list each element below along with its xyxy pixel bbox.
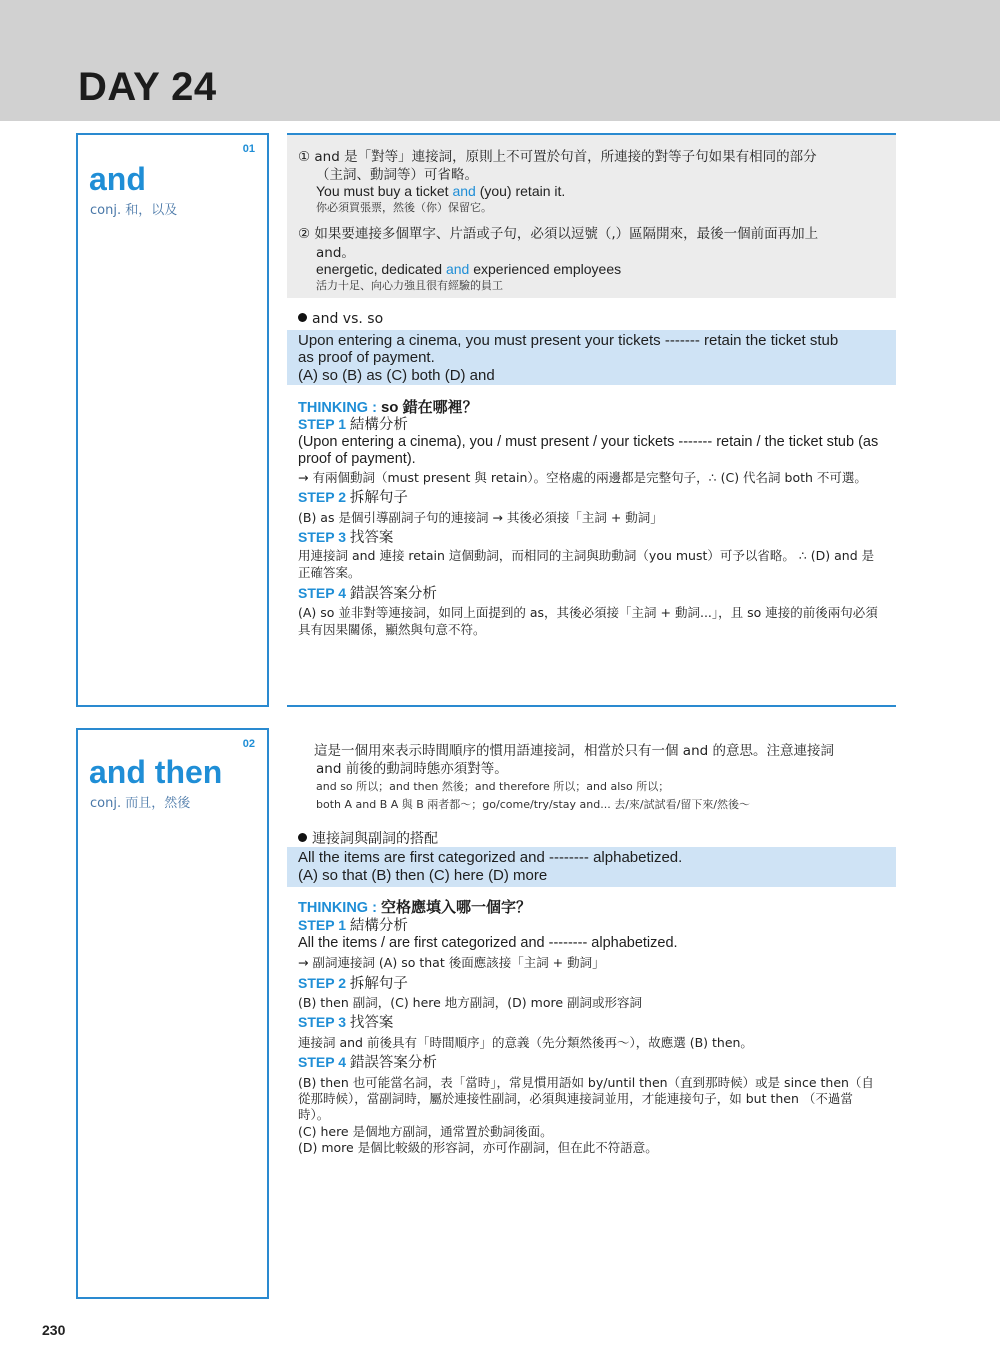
step-body: 時）。 xyxy=(298,1107,330,1122)
step-body: (C) here 是個地方副詞，通常置於動詞後面。 xyxy=(298,1124,553,1139)
page-number: 230 xyxy=(42,1322,66,1338)
step-heading: STEP 3 找答案 xyxy=(298,1014,394,1031)
step-heading: STEP 3 找答案 xyxy=(298,529,394,546)
question-box xyxy=(287,330,896,385)
entry-number: 01 xyxy=(242,143,255,155)
step-body: 從那時候），當副詞時，屬於連接性副詞，必須與連接詞並用，才能連接句子，如 but then （不過當 xyxy=(298,1091,853,1106)
note-line: 這是一個用來表示時間順序的慣用語連接詞，相當於只有一個 and 的意思。注意連接詞 xyxy=(314,743,834,759)
headword: and then xyxy=(89,754,223,790)
word-box-and-then xyxy=(76,728,269,1299)
question-line: All the items are first categorized and -------- alphabetized. xyxy=(298,849,683,866)
question-line: as proof of payment. xyxy=(298,349,435,366)
note-line: and so 所以；and then 然後；and therefore 所以；and also 所以； xyxy=(316,780,670,793)
thinking-heading: THINKING : 空格應填入哪一個字？ xyxy=(298,899,531,916)
section-divider xyxy=(287,705,896,707)
step-heading: STEP 1 結構分析 xyxy=(298,917,408,934)
thinking-heading: THINKING : so 錯在哪裡？ xyxy=(298,399,478,416)
bullet-dot-icon xyxy=(298,313,307,322)
step-body: 正確答案。 xyxy=(298,565,361,580)
answer-options: (A) so (B) as (C) both (D) and xyxy=(298,367,495,384)
question-line: Upon entering a cinema, you must present your tickets ------- retain the ticket stub xyxy=(298,332,839,349)
entry-number: 02 xyxy=(242,738,255,750)
step-body: → 副詞連接詞 (A) so that 後面應該接「主詞 + 動詞」 xyxy=(298,955,605,970)
note-line: （主詞、動詞等）可省略。 xyxy=(316,167,478,183)
part-of-speech: conj. 和，以及 xyxy=(90,203,178,218)
step-body: (A) so 並非對等連接詞，如同上面提到的 as，其後必須接「主詞 + 動詞...」，且 so 連接的前後兩句必須 xyxy=(298,605,878,620)
usage-note xyxy=(287,135,896,298)
headword: and xyxy=(89,161,146,197)
example-translation: 你必須買張票，然後（你）保留它。 xyxy=(316,201,492,214)
step-body: 具有因果關係，顯然與句意不符。 xyxy=(298,622,486,637)
answer-options: (A) so that (B) then (C) here (D) more xyxy=(298,867,548,884)
step-heading: STEP 4 錯誤答案分析 xyxy=(298,1054,437,1071)
page-header xyxy=(0,0,1000,121)
word-box-and xyxy=(76,133,269,707)
part-of-speech: conj. 而且，然後 xyxy=(90,796,191,811)
step-body: → 有兩個動詞（must present 與 retain）。空格處的兩邊都是完整句子，∴ (C) 代名詞 both 不可選。 xyxy=(298,470,867,485)
step-heading: STEP 2 拆解句子 xyxy=(298,489,408,506)
step-body: (Upon entering a cinema), you / must present / your tickets ------- retain / the ticket stub (as xyxy=(298,434,879,450)
bullet-heading: and vs. so xyxy=(298,311,383,327)
example-translation: 活力十足、向心力強且很有經驗的員工 xyxy=(316,279,503,292)
step-body: proof of payment). xyxy=(298,451,416,467)
note-line: ② 如果要連接多個單字、片語或子句，必須以逗號（,）區隔開來，最後一個前面再加上 xyxy=(298,226,819,242)
bullet-dot-icon xyxy=(298,833,307,842)
step-body: (B) then 副詞，(C) here 地方副詞，(D) more 副詞或形容詞 xyxy=(298,995,643,1010)
step-heading: STEP 4 錯誤答案分析 xyxy=(298,585,437,602)
note-line: ① and 是「對等」連接詞，原則上不可置於句首，所連接的對等子句如果有相同的部分 xyxy=(298,149,817,165)
note-line: and。 xyxy=(316,245,355,261)
step-body: (B) then 也可能當名詞，表「當時」，常見慣用語如 by/until then（直到那時候）或是 since then（自 xyxy=(298,1075,874,1090)
step-heading: STEP 1 結構分析 xyxy=(298,416,408,433)
page-title: DAY 24 xyxy=(78,65,217,109)
question-box xyxy=(287,847,896,887)
step-body: 用連接詞 and 連接 retain 這個動詞，而相同的主詞與助動詞（you must）可予以省略。 ∴ (D) and 是 xyxy=(298,548,875,563)
example-sentence: energetic, dedicated and experienced employees xyxy=(316,261,622,277)
example-sentence: You must buy a ticket and (you) retain it. xyxy=(316,183,566,199)
step-body: 連接詞 and 前後具有「時間順序」的意義（先分類然後再～），故應選 (B) then。 xyxy=(298,1035,753,1050)
step-body: (B) as 是個引導副詞子句的連接詞 → 其後必須接「主詞 + 動詞」 xyxy=(298,510,663,525)
note-line: and 前後的動詞時態亦須對等。 xyxy=(316,761,508,777)
note-line: both A and B A 與 B 兩者都～；go/come/try/stay and... 去/來/試試看/留下來/然後～ xyxy=(316,798,751,811)
step-body: (D) more 是個比較級的形容詞，亦可作副詞，但在此不符語意。 xyxy=(298,1140,658,1155)
step-body: All the items / are first categorized and -------- alphabetized. xyxy=(298,935,678,951)
step-heading: STEP 2 拆解句子 xyxy=(298,975,408,992)
bullet-heading: 連接詞與副詞的搭配 xyxy=(298,828,438,848)
